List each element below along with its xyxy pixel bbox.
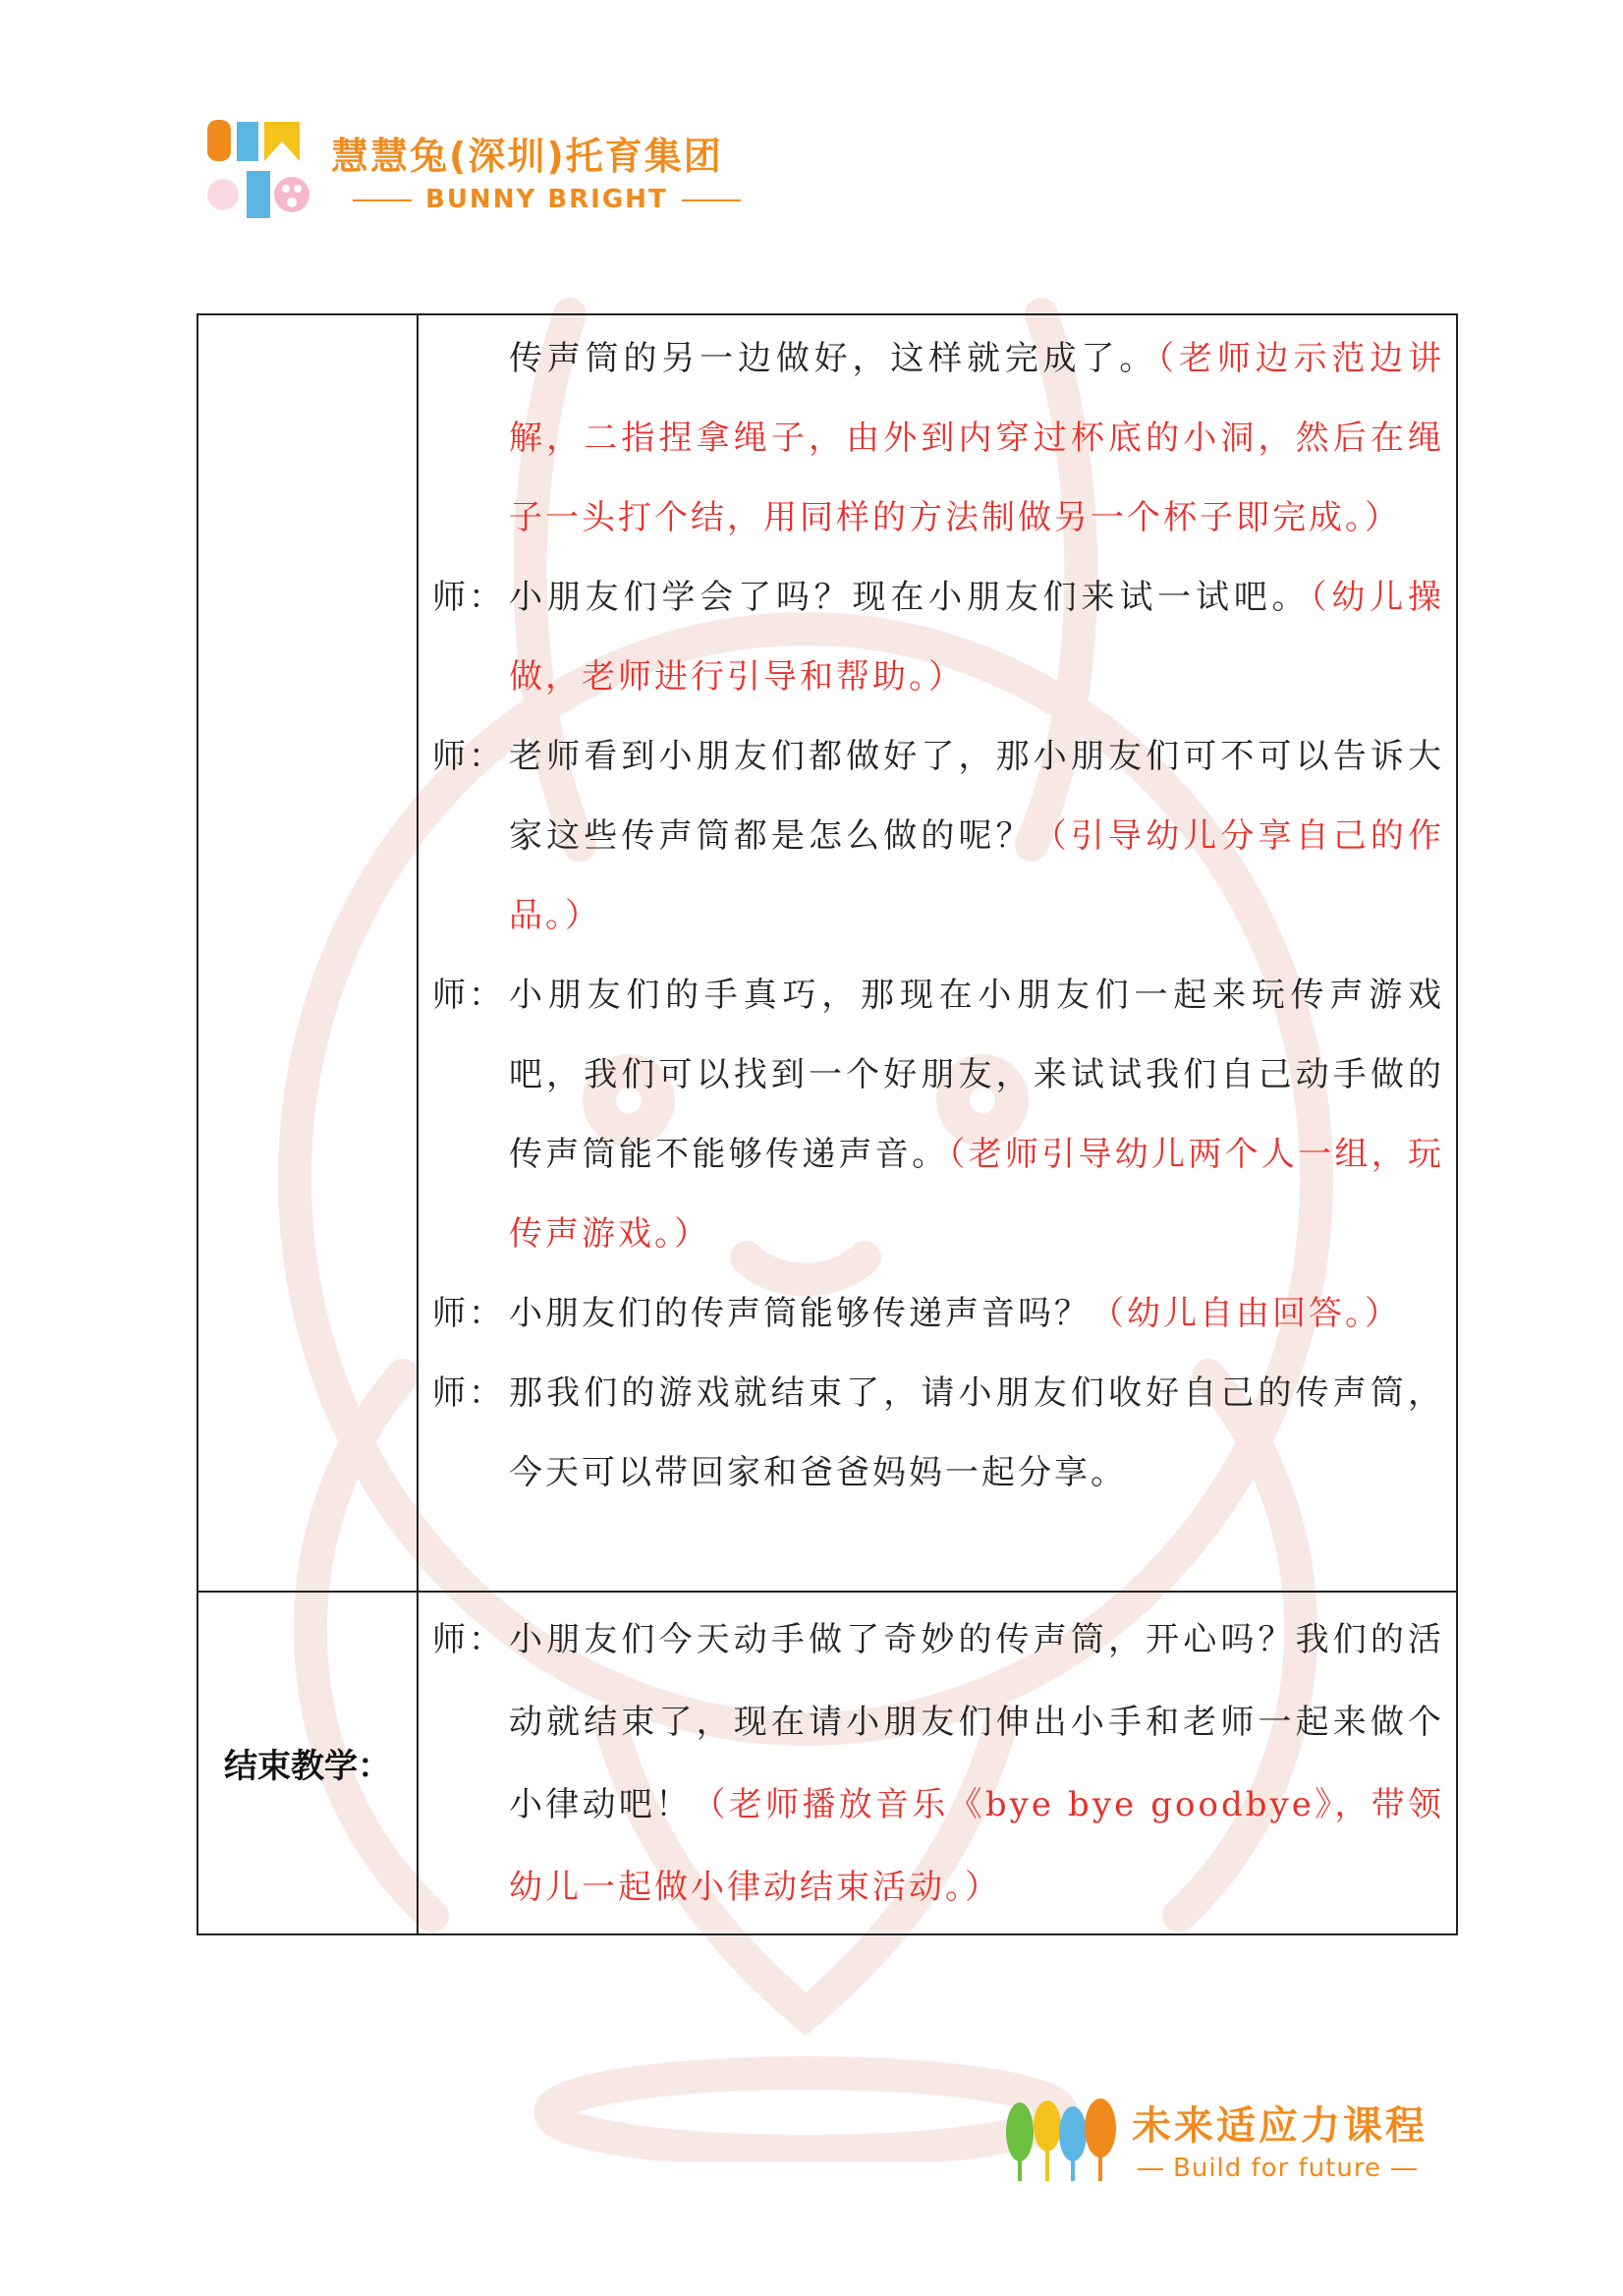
row1-paragraph-3: 师： 小朋友们的手真巧，那现在小朋友们一起来玩传声游戏吧，我们可以找到一个好朋友，来试试我们自己动手做的传声筒能不能够传递声音。（老师引导幼儿两个人一组，玩传声游戏。）: [432, 956, 1444, 1274]
row1-paragraph-2: 师： 老师看到小朋友们都做好了，那小朋友们可不可以告诉大家这些传声筒都是怎么做的呢？（引导幼儿分享自己的作品。）: [432, 717, 1444, 956]
row2-content: [432, 1598, 1444, 1929]
divider-right: [682, 199, 741, 201]
speaker-label: 师：: [432, 1373, 505, 1413]
row1-content: [432, 319, 1444, 1513]
footer-title-en: Build for future: [1173, 2154, 1381, 2183]
header-logo: [201, 116, 752, 234]
future-trees-logo-icon: [1002, 2093, 1120, 2191]
brand-title-cn: 慧慧兔(深圳)托育集团: [331, 135, 723, 178]
lesson-table: [196, 313, 1458, 1935]
divider-left: [1138, 2168, 1163, 2170]
table-column-divider: [417, 315, 419, 1933]
row1-paragraph-0: 传声筒的另一边做好，这样就完成了。（老师边示范边讲解，二指捏拿绳子，由外到内穿过杯底的小洞，然后在绳子一头打个结，用同样的方法制做另一个杯子即完成。）: [509, 339, 1445, 537]
footer-title-cn: 未来适应力课程: [1132, 2103, 1427, 2149]
footer-subtitle: [1128, 2154, 1427, 2183]
speaker-label: 师：: [432, 578, 505, 617]
brand-title-en: BUNNY BRIGHT: [425, 185, 668, 214]
divider-left: [353, 199, 412, 201]
speaker-label: 师：: [432, 1620, 505, 1659]
row2-paragraph-0: 师： 小朋友们今天动手做了奇妙的传声筒，开心吗？我们的活动就结束了，现在请小朋友们伸出小手和老师一起来做个小律动吧！（老师播放音乐《bye bye goodbye》，带领幼儿一起做小律动结束活动。）: [432, 1598, 1444, 1929]
row1-paragraph-5: 师： 那我们的游戏就结束了，请小朋友们收好自己的传声筒，今天可以带回家和爸爸妈妈一起分享。: [432, 1354, 1444, 1513]
row1-paragraph-1: 师： 小朋友们学会了吗？现在小朋友们来试一试吧。（幼儿操做，老师进行引导和帮助。）: [432, 558, 1444, 717]
section-label-ending: 结束教学：: [224, 1747, 391, 1786]
brand-subtitle: [339, 185, 755, 214]
speaker-label: 师：: [432, 1294, 505, 1333]
divider-right: [1391, 2168, 1417, 2170]
footer-logo: [1002, 2093, 1454, 2201]
speaker-label: 师：: [432, 976, 505, 1015]
bunny-bright-logo-icon: [201, 116, 314, 224]
speaker-label: 师：: [432, 737, 505, 776]
row1-paragraph-4: 师： 小朋友们的传声筒能够传递声音吗？（幼儿自由回答。）: [432, 1274, 1444, 1354]
